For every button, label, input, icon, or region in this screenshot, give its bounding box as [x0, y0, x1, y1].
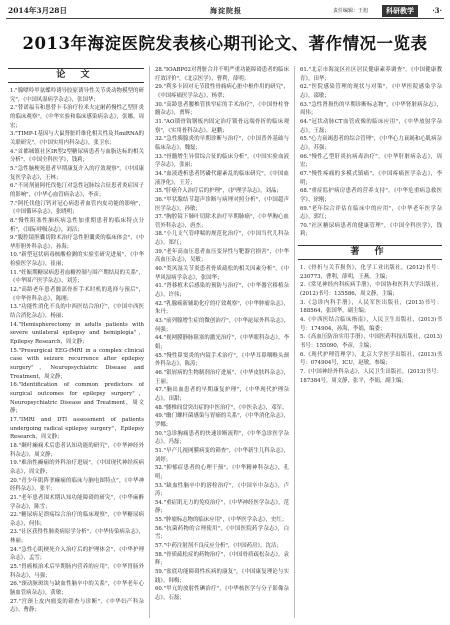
paper-entry: 35."肝癌介入治疗后的护理"，《护理学杂志》，刘晶； — [155, 188, 282, 195]
paper-entry: 33."骨髓增生异常综合征的临床分析"，《中国实验血液学杂志》，张丽； — [155, 153, 289, 169]
book-entry: 3.《急诊内科手册》，人民军医出版社，(2013)书号：188564，张国华，副主编； — [300, 299, 442, 315]
paper-entry: 53."缺血性脑卒中的溶栓治疗"，《中国卒中杂志》，卢涛； — [155, 482, 289, 498]
paper-entry: 48."腰椎间盘突出症的中医治疗"，《中医杂志》，邓军； — [155, 404, 288, 411]
papers-list — [8, 87, 144, 615]
paper-entry: 38."小儿支气管哮喘的规范化治疗"，《中国当代儿科杂志》，郑红； — [155, 231, 289, 247]
paper-entry: 52."抑郁症患者的心理干预"，《中华精神科杂志》，孔明； — [155, 465, 289, 480]
papers-list-continued — [298, 66, 442, 239]
paper-entry: 23."社区获得性肺炎病原学分析"，《中华传染病杂志》，林丽； — [10, 529, 144, 545]
page-number: ·3· — [432, 6, 442, 15]
paper-entry: 21."老年患者围术期认知功能障碍的研究"，《中华麻醉学杂志》，陈雪； — [10, 494, 144, 510]
issue-date: 2014年3月28日 — [8, 6, 68, 15]
book-entry: 6.《现代护理管理学》，北京大学医学出版社，(2013)书号：074904号，ICU，赵敏，参编； — [300, 351, 442, 367]
column-2 — [153, 66, 289, 618]
paper-entry: 42."乳腺癌新辅助化疗的疗效观察"，《中华肿瘤杂志》，朱丹； — [155, 300, 289, 316]
paper-entry: 40."类风湿关节炎患者骨质疏松的相关因素分析"，《中华风湿病学杂志》，张国华； — [155, 266, 289, 281]
paper-entry: 16."Identification of common predictors of surgical outcomes for epilepsy surgery"，Neuropsychiatric Disease and Treatment，周文静； — [10, 382, 144, 415]
paper-entry: 64."冠状动脉CT血管成像的临床应用"，《中华放射学杂志》，王磊； — [300, 118, 442, 134]
paper-entry: 34."血液透析患者钙磷代谢紊乱的临床研究"，《中国血液净化》，王芳； — [155, 170, 289, 186]
paper-entry: 60."甲亢的放射性碘治疗"，《中华核医学与分子影像杂志》，石磊； — [155, 586, 289, 602]
paper-entry: 57."中药注射剂不良反应分析"，《中国药房》，沈洁； — [155, 543, 282, 550]
paper-entry: 43."前列腺增生症的微创治疗"，《中华泌尿外科杂志》，何强； — [155, 318, 289, 333]
paper-entry: 66."慢性乙型肝炎抗病毒治疗"，《中华肝脏病杂志》，周宏； — [300, 153, 442, 169]
paper-entry: 14."Hemispherectomy in adults patients with severe unilateral epilepsy and hemiplegia"，Epilepsy Research，周文静； — [10, 321, 144, 346]
paper-entry: 29."利多卡因对无节段性骨痛病心脏中枢作用的研究"，《中国疼痛医学杂志》，杨翠； — [155, 84, 289, 99]
book-entry: 2.《常见神经内科疾病手册》，中国协和医科大学出版社，(2012)书号：135586，周文静，主编； — [300, 282, 442, 298]
paper-entry: 2."替诺福韦和恩替卡韦治疗拉米夫定耐药慢性乙型肝炎的临床观察"，《中华实验和临床感染病杂志》，张娜，周宏； — [10, 105, 144, 129]
paper-entry: 41."肾移植术后感染的预防与治疗"，《中华器官移植杂志》，许伟； — [155, 283, 289, 299]
paper-entry: 32."急性胰腺炎的早期诊断与治疗"，《中国普外基础与临床杂志》，魏磊； — [155, 136, 289, 151]
paper-entry: 4."首都城镇社区IR型2型糖尿病患者与血脂达标的相关分析"，《中国全科医学》，钱莉； — [10, 148, 144, 164]
paper-entry: 10."新型冠状病毒核酸检测的实验室研究进展"，《中华检验医学杂志》，崔丽； — [10, 252, 144, 268]
paper-entry: 12."高龄老年患者髋部骨折手术时机的选择与预后"，《中华骨科杂志》，陈刚； — [10, 287, 144, 302]
paper-entry: 58."骨质疏松症的药物治疗"，《中国骨质疏松杂志》，袁辉； — [155, 551, 289, 567]
paper-entry: 6."不同剂量阿托伐他汀对急性冠脉综合征患者炎症因子的影响"，《中华心血管病杂志》，李彦； — [10, 183, 144, 198]
paper-entry: 46."银屑病的生物制剂治疗进展"，《中华皮肤科杂志》，王丽； — [155, 369, 289, 385]
papers-heading: 论 文 — [8, 68, 144, 83]
paper-entry: 49."幽门螺杆菌感染与胃癌的关系"，《中华消化杂志》，罗娜； — [155, 413, 289, 428]
paper-entry: 24."急性心肌梗死介入治疗后的护理体会"，《中华护理杂志》，孟雪； — [10, 546, 144, 562]
paper-entry: 27."宫颈上皮内瘤变的筛查与诊断"，《中华妇产科杂志》，曹静； — [10, 598, 144, 614]
paper-entry: 36."甲状腺结节超声诊断与病理对照分析"，《中国超声医学杂志》，孙敏； — [155, 196, 289, 212]
paper-entry: 55."肿瘤标志物的临床应用"，《中华医学杂志》，史红； — [155, 517, 288, 524]
paper-entry: 5."急性脑梗死患者早期康复介入的疗效观察"，《中国康复医学杂志》，王林； — [10, 165, 144, 181]
paper-entry: 63."急性肾损伤的早期诊断标志物"，《中华肾脏病杂志》，周伟； — [300, 101, 442, 117]
book-entry: 1.《骨折与关节损伤》，化学工业出版社，(2012)书号：230773，曹利，薛明，王燕，主编； — [300, 265, 442, 280]
books-list — [298, 264, 442, 385]
paper-entry: 26."颈动脉斑块与缺血性脑卒中的关系"，《中华老年心脑血管病杂志》，黄敏； — [10, 581, 144, 597]
paper-entry: 70."社区糖尿病患者的健康管理"，《中国全科医学》，钱莉； — [300, 222, 442, 238]
paper-entry: 28."IOABP02对肾脏合并不明严重功能障碍患者的临床疗效评价"，《北京医学》，曹利，薛明； — [155, 67, 289, 82]
paper-entry: 9."腹腔镜胆囊切除术治疗急性胆囊炎的临床体会"，《中华肝胆外科杂志》，孙海； — [10, 235, 144, 250]
paper-entry: 20."青少年肌阵挛癫痫的临床与脑电图特点"，《中华神经科杂志》，张平； — [10, 477, 144, 493]
paper-entry: 30."高龄患者腰椎管狭窄症的手术治疗"，《中国脊柱脊髓杂志》，贾辉； — [155, 101, 289, 117]
paper-entry: 44."视网膜静脉阻塞的激光治疗"，《中华眼科杂志》，李娟； — [155, 335, 289, 350]
editor-credit: 责任编辑：王旭 — [332, 8, 368, 14]
book-entry: 7.《中国神经外科杂志》，人民卫生出版社，(2013)书号：187384号，周文静，张平，李娟，副主编； — [300, 369, 442, 384]
paper-entry: 15."Presurgical EEG-fMRI in a complex clinical case with seizure recurrence after epilepsy surgery"，Neuropsychiatric Disease and Treatment，周文静； — [10, 347, 144, 380]
paper-entry: 69."老年综合评估在临床中的应用"，《中华老年医学杂志》，郭红； — [300, 205, 442, 221]
paper-entry: 7."阿托伐他汀钙对冠心病患者血管内皮功能的影响"，《中国循环杂志》，张晓明； — [10, 200, 144, 216]
book-entry: 4.《中西医结合临床指南》，人民卫生出版社，(2013)书号：174904，孙海，李娟，编委； — [300, 317, 442, 332]
column-3 — [298, 66, 442, 618]
paper-entry: 18."颞叶癫痫术后患者认知功能的研究"，《中华神经外科杂志》，周文静； — [10, 442, 144, 458]
paper-entry: 47."脑出血患者的早期康复护理"，《中华现代护理杂志》，田甜； — [155, 387, 289, 402]
column-1 — [8, 66, 144, 618]
paper-entry: 8."慢性阻塞性肺疾病急性加重期患者的临床特点分析"，《国际呼吸杂志》，刘洁； — [10, 217, 144, 233]
paper-entry: 45."慢性鼻窦炎的内镜手术治疗"，《中华耳鼻咽喉头颈外科杂志》，陈涛； — [155, 352, 289, 368]
paper-entry: 3."TIMP-1基因与大鼠肾脏纤维化相关性及其miRNA的关联研究"，《中国实用内科杂志》，张卫东； — [10, 131, 144, 146]
paper-entry: 62."医院感染管理的现状与对策"，《中华医院感染学杂志》，邵敏； — [300, 84, 442, 99]
page-header — [6, 4, 444, 19]
papers-list-continued — [153, 66, 289, 603]
paper-entry: 19."难治性癫痫的外科治疗进展"，《中国现代神经疾病杂志》，周文静； — [10, 460, 144, 475]
column-divider — [294, 66, 295, 618]
page-title: 2013年海淀医院发表核心期刊论文、著作情况一览表 — [22, 34, 428, 53]
books-heading: 著 作 — [298, 245, 442, 260]
paper-entry: 39."老年高血压患者血压变异性与靶器官损害"，《中华高血压杂志》，吴敏； — [155, 248, 289, 264]
book-entry: 5.《高血压防治实用手册》，中国医药科技出版社，(2013)书号：155090，李彦，主编； — [300, 334, 442, 350]
paper-entry: 22."糖尿病足溃疡综合治疗的临床观察"，《中华糖尿病杂志》，何伟； — [10, 512, 144, 527]
paper-entry: 61."北京市海淀区社区居民健康素养调查"，《中国健康教育》，田华； — [300, 67, 442, 82]
paper-entry: 1."腺嘌呤甲氨蝶呤诱导胶原诱导性关节炎动物模型的研究"，《中国风湿病学杂志》，张国华； — [10, 88, 144, 103]
paper-entry: 13."功能性消化不良的中西医结合治疗"，《中国中西医结合消化杂志》，杨丽； — [10, 304, 144, 320]
paper-entry: 54."重症肌无力的免疫治疗"，《中华神经医学杂志》，范静； — [155, 499, 289, 515]
paper-entry: 31."AO锁骨钩钢板内固定治疗锁骨远端骨折的临床观察"，《实用骨科杂志》，赵鹏； — [155, 118, 289, 134]
paper-entry: 25."胃癌根治术后早期肠内营养的应用"，《中华胃肠外科杂志》，马强； — [10, 564, 144, 579]
newspaper-name: 海淀院报 — [210, 6, 242, 15]
paper-entry: 68."重症监护病房患者的营养支持"，《中华危重病急救医学》，徐刚； — [300, 188, 442, 203]
paper-entry: 59."盆底功能障碍性疾病的康复"，《中国康复理论与实践》，韩梅； — [155, 569, 289, 584]
paper-entry: 56."抗菌药物的合理使用"，《中国医院药学杂志》，白雪； — [155, 525, 289, 541]
paper-entry: 11."妊娠期糖尿病患者血糖控制与围产期结局的关系"，《中华围产医学杂志》，刘芳； — [10, 269, 144, 285]
paper-entry: 65."心力衰竭患者的综合管理"，《中华心力衰竭和心肌病杂志》，苏强； — [300, 136, 442, 151]
paper-entry: 51."早产儿视网膜病变的筛查"，《中华新生儿科杂志》，刘婷； — [155, 447, 289, 463]
paper-entry: 50."急诊胸痛患者的快速诊断流程"，《中华急诊医学杂志》，冯磊； — [155, 430, 289, 446]
column-divider — [149, 66, 150, 618]
section-badge: 科研教学 — [382, 5, 418, 17]
paper-entry: 17."IMRI and DTI assessment of patients undergoing radical epilepsy surgery"，Epilepsy Research，周文静； — [10, 416, 144, 441]
paper-entry: 67."慢性疼痛的多模式镇痛"，《中国疼痛医学杂志》，李明； — [300, 170, 442, 186]
paper-entry: 37."胸腔镜下肺叶切除术治疗早期肺癌"，《中华胸心血管外科杂志》，唐杰； — [155, 214, 289, 229]
